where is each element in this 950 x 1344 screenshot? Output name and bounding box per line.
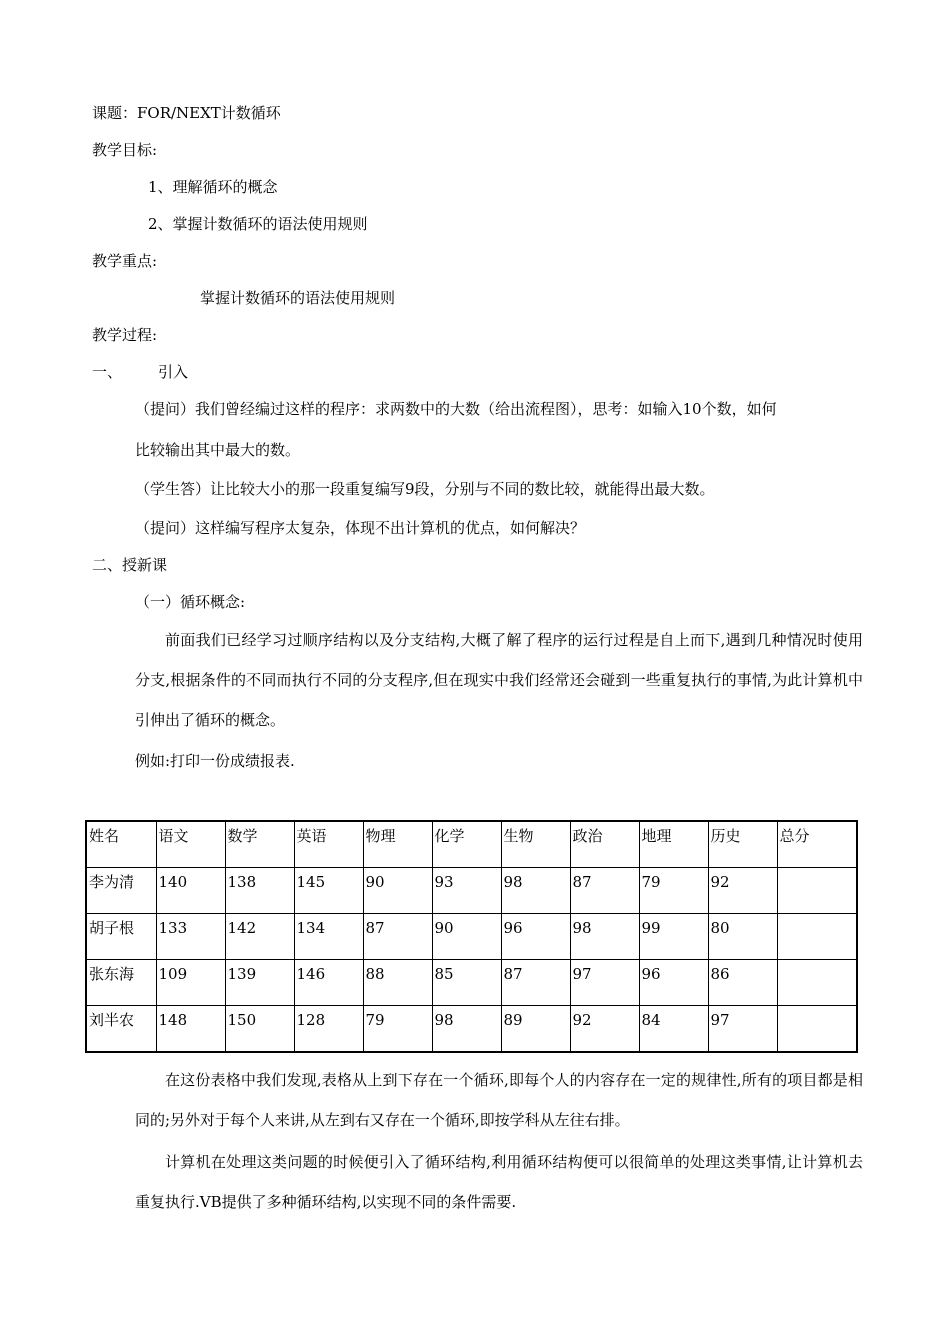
table-cell: 134: [294, 914, 363, 960]
table-cell: 刘半农: [86, 1006, 156, 1053]
table-cell: 86: [708, 960, 777, 1006]
subsection-1-heading: （一）循环概念:: [135, 593, 246, 611]
closing-paragraph: 计算机在处理这类问题的时候便引入了循环结构,利用循环结构便可以很简单的处理这类事情,让计算机去重复执行.VB提供了多种循环结构,以实现不同的条件需要.: [135, 1153, 863, 1211]
table-header-cell: 生物: [501, 821, 570, 868]
table-cell: 胡子根: [86, 914, 156, 960]
table-row: [86, 914, 857, 960]
table-cell: 92: [570, 1006, 639, 1053]
table-row: [86, 868, 857, 914]
table-header-row: [86, 821, 857, 868]
table-header-cell: 政治: [570, 821, 639, 868]
section-2-heading: 二、授新课: [92, 556, 168, 574]
table-cell: 146: [294, 960, 363, 1006]
table-header-cell: 化学: [432, 821, 501, 868]
table-header-cell: 英语: [294, 821, 363, 868]
table-cell: 96: [639, 960, 708, 1006]
table-cell: 87: [570, 868, 639, 914]
table-cell: 98: [432, 1006, 501, 1053]
student-answer: （学生答）让比较大小的那一段重复编写9段，分别与不同的数比较，就能得出最大数。: [135, 480, 715, 498]
table-cell: 79: [639, 868, 708, 914]
table-cell: 79: [363, 1006, 432, 1053]
goals-heading: 教学目标:: [92, 141, 158, 159]
lesson-title: 课题：FOR/NEXT计数循环: [92, 104, 281, 122]
table-cell: 85: [432, 960, 501, 1006]
table-cell: 张东海: [86, 960, 156, 1006]
table-cell: 140: [156, 868, 225, 914]
table-cell: 80: [708, 914, 777, 960]
process-heading: 教学过程:: [92, 326, 158, 344]
table-cell: 84: [639, 1006, 708, 1053]
table-cell: 93: [432, 868, 501, 914]
table-cell: 150: [225, 1006, 294, 1053]
section-1-number: 一、: [92, 363, 123, 381]
example-line: 例如:打印一份成绩报表.: [135, 752, 295, 770]
table-cell: [777, 1006, 857, 1053]
table-cell: 89: [501, 1006, 570, 1053]
table-cell: 139: [225, 960, 294, 1006]
question-1-line-1: （提问）我们曾经编过这样的程序：求两数中的大数（给出流程图），思考：如输入10个数，如何: [135, 400, 777, 418]
table-cell: 李为清: [86, 868, 156, 914]
table-header-cell: 总分: [777, 821, 857, 868]
question-1-line-2: 比较输出其中最大的数。: [135, 441, 301, 459]
goal-item-2: 2、掌握计数循环的语法使用规则: [148, 215, 368, 233]
table-cell: 96: [501, 914, 570, 960]
table-cell: 97: [708, 1006, 777, 1053]
goal-item-1: 1、理解循环的概念: [148, 178, 278, 196]
table-cell: 98: [501, 868, 570, 914]
table-cell: 97: [570, 960, 639, 1006]
table-cell: 99: [639, 914, 708, 960]
table-cell: 98: [570, 914, 639, 960]
table-cell: 87: [363, 914, 432, 960]
concept-paragraph: 前面我们已经学习过顺序结构以及分支结构,大概了解了程序的运行过程是自上而下,遇到几种情况时使用分支,根据条件的不同而执行不同的分支程序,但在现实中我们经常还会碰到一些重复执行的事情,为此计算机中引伸出了循环的概念。: [135, 631, 863, 729]
table-cell: 90: [363, 868, 432, 914]
table-header-cell: 数学: [225, 821, 294, 868]
table-header-cell: 物理: [363, 821, 432, 868]
focus-item: 掌握计数循环的语法使用规则: [200, 289, 396, 307]
table-cell: 90: [432, 914, 501, 960]
table-cell: 128: [294, 1006, 363, 1053]
table-header-cell: 语文: [156, 821, 225, 868]
table-cell: [777, 914, 857, 960]
table-cell: 142: [225, 914, 294, 960]
table-cell: 133: [156, 914, 225, 960]
table-cell: 88: [363, 960, 432, 1006]
table-cell: 87: [501, 960, 570, 1006]
table-row: [86, 960, 857, 1006]
focus-heading: 教学重点:: [92, 252, 158, 270]
table-cell: 148: [156, 1006, 225, 1053]
score-table: [85, 820, 858, 1053]
table-row: [86, 1006, 857, 1053]
table-cell: [777, 868, 857, 914]
table-header-cell: 姓名: [86, 821, 156, 868]
table-cell: [777, 960, 857, 1006]
section-1-label: 引入: [158, 363, 189, 381]
table-cell: 145: [294, 868, 363, 914]
table-header-cell: 地理: [639, 821, 708, 868]
question-2: （提问）这样编写程序太复杂，体现不出计算机的优点，如何解决？: [135, 519, 586, 537]
paragraph-after-table: 在这份表格中我们发现,表格从上到下存在一个循环,即每个人的内容存在一定的规律性,所有的项目都是相同的;另外对于每个人来讲,从左到右又存在一个循环,即按学科从左往右排。: [135, 1071, 863, 1129]
table-cell: 92: [708, 868, 777, 914]
table-cell: 109: [156, 960, 225, 1006]
table-header-cell: 历史: [708, 821, 777, 868]
table-cell: 138: [225, 868, 294, 914]
